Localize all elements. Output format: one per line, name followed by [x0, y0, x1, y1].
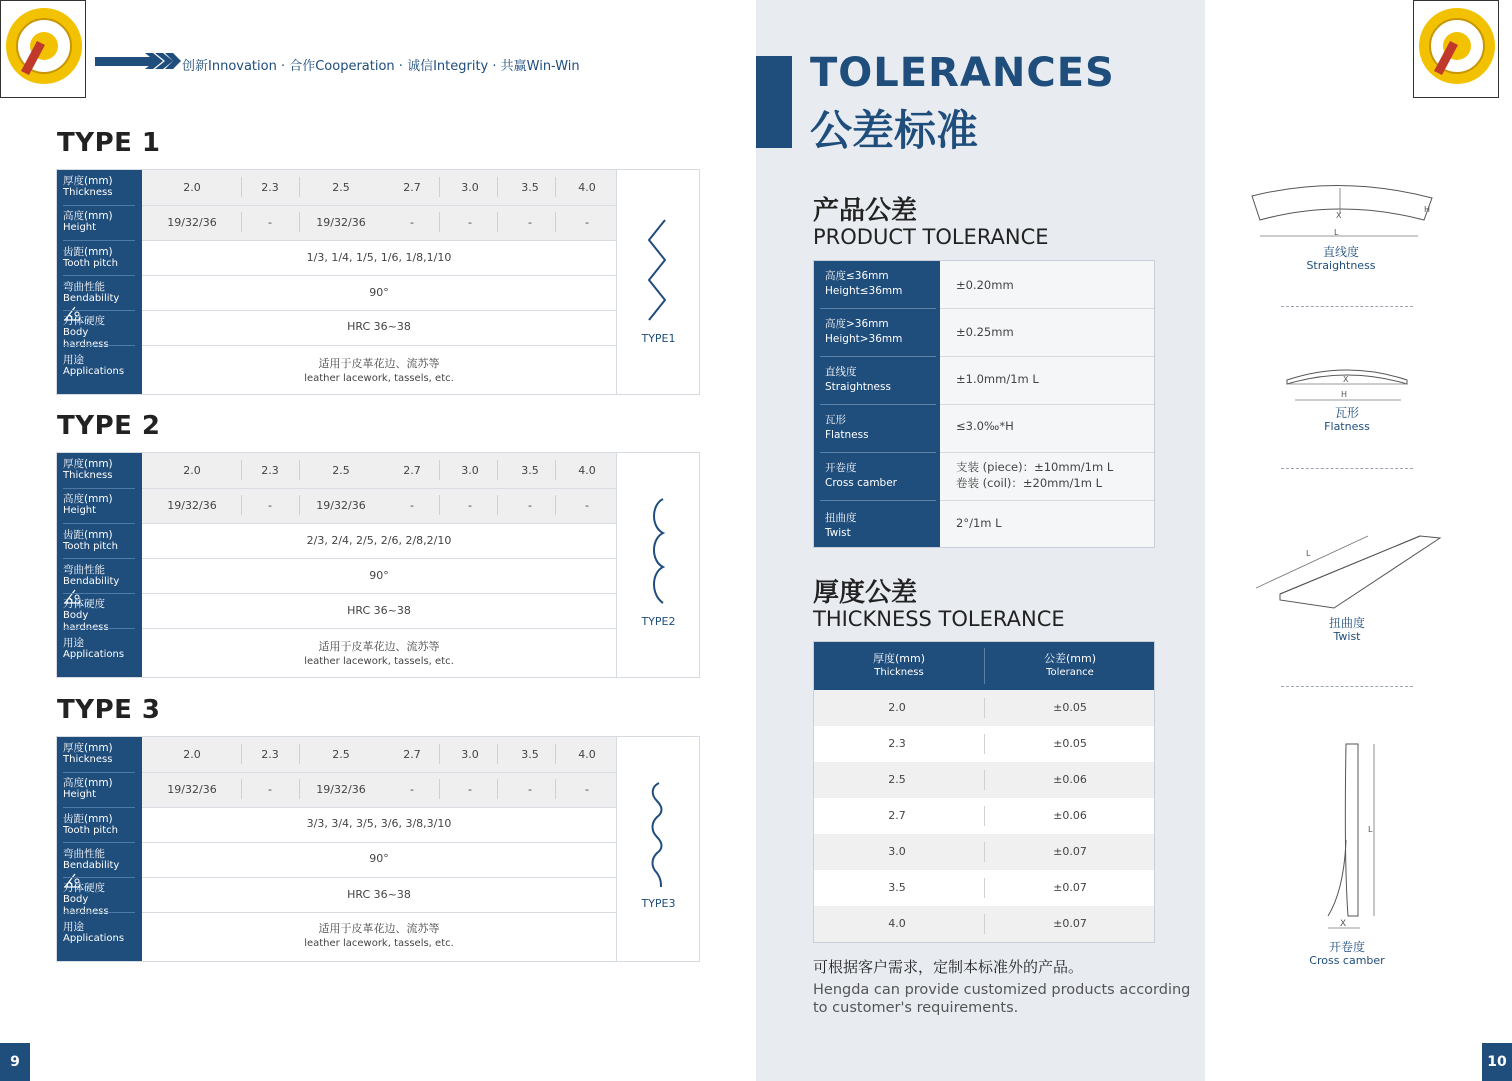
page-number-right: 10	[1482, 1043, 1512, 1081]
pt-value: ±0.25mm	[956, 325, 1014, 339]
svg-text:L: L	[1334, 228, 1339, 237]
tolerances-title-cn: 公差标准	[810, 106, 979, 155]
straightness-diagram	[1248, 180, 1442, 244]
table-row: 2.7 ±0.06	[814, 798, 1154, 834]
type1-title: TYPE 1	[57, 128, 161, 158]
height-cell: 19/32/36	[167, 499, 217, 512]
pt-label: 高度>36mm Height>36mm	[825, 318, 903, 345]
thickness-cell: 2.3	[261, 748, 279, 761]
pitch-value: 3/3, 3/4, 3/5, 3/6, 3/8,3/10	[306, 817, 452, 830]
flatness-diagram	[1283, 360, 1413, 406]
header-slash-icon	[145, 53, 181, 69]
table-row: 4.0 ±0.07	[814, 906, 1154, 942]
product-tolerance-table	[813, 260, 1155, 548]
thickness-cell: 2.3	[261, 181, 279, 194]
type2-spec-table	[56, 452, 700, 678]
thickness-cell: 3.5	[521, 748, 539, 761]
hardness-label: 刀体硬度 Body	[63, 882, 105, 905]
product-tolerance-title-cn: 产品公差	[813, 196, 918, 226]
height-cell: -	[585, 783, 589, 796]
thickness-tolerance-table	[813, 641, 1155, 943]
bend-label: 弯曲性能 Bendability	[63, 564, 135, 605]
thickness-cell: 2.0	[183, 464, 201, 477]
hardness-value: HRC 36~38	[347, 888, 411, 901]
height-cell: -	[410, 499, 414, 512]
type3-pic-label: TYPE3	[641, 897, 676, 910]
flatness-label: 瓦形 Flatness	[1324, 406, 1370, 433]
svg-text:H: H	[1424, 205, 1431, 214]
thickness-label: 厚度(mm) Thickness	[63, 742, 113, 765]
height-label: 高度(mm) Height	[63, 777, 113, 800]
applications-value: 适用于皮革花边、流苏等 leather lacework, tassels, etc.	[304, 922, 454, 949]
custom-note-cn: 可根据客户需求，定制本标准外的产品。	[813, 958, 1084, 976]
table-row: 2.5 ±0.06	[814, 762, 1154, 798]
height-cell: -	[268, 783, 272, 796]
thickness-tolerance-title-en: THICKNESS TOLERANCE	[813, 607, 1065, 631]
height-cell: -	[528, 216, 532, 229]
thickness-cell: 2.5	[332, 181, 350, 194]
tt-header-thickness: 厚度(mm) Thickness	[872, 652, 926, 678]
thickness-cell: 3.5	[521, 464, 539, 477]
height-cell: -	[268, 216, 272, 229]
hardness-value: HRC 36~38	[347, 320, 411, 333]
thickness-label: 厚度(mm) Thickness	[63, 175, 113, 198]
thickness-cell: 2.5	[332, 748, 350, 761]
height-cell: -	[468, 499, 472, 512]
twist-diagram	[1250, 530, 1442, 612]
applications-value: 适用于皮革花边、流苏等 leather lacework, tassels, etc.	[304, 640, 454, 667]
bend-value: 90°	[369, 286, 389, 299]
page-number-left: 9	[0, 1043, 30, 1081]
type3-title: TYPE 3	[57, 695, 161, 725]
type2-blade-profile-icon	[649, 497, 669, 607]
thickness-cell: 2.7	[403, 181, 421, 194]
pitch-label: 齿距(mm) Tooth pitch	[63, 529, 118, 552]
thickness-cell: 2.3	[261, 464, 279, 477]
hardness-label: 刀体硬度 Body	[63, 598, 105, 621]
pt-label: 高度≤36mm Height≤36mm	[825, 270, 903, 297]
pt-value: 支装 (piece)：±10mm/1m L 卷装 (coil)：±20mm/1m L	[956, 460, 1114, 490]
thickness-cell: 2.7	[403, 748, 421, 761]
height-cell: -	[268, 499, 272, 512]
twist-label: 扭曲度 Twist	[1328, 616, 1366, 643]
thickness-cell: 2.7	[403, 464, 421, 477]
product-tolerance-title-en: PRODUCT TOLERANCE	[813, 225, 1049, 249]
svg-text:H: H	[1341, 390, 1348, 399]
title-accent-block	[756, 56, 792, 148]
height-cell: -	[410, 783, 414, 796]
pitch-value: 1/3, 1/4, 1/5, 1/6, 1/8,1/10	[306, 251, 452, 264]
svg-text:X: X	[1343, 375, 1349, 384]
thickness-label: 厚度(mm) Thickness	[63, 458, 113, 481]
table-row: 3.0 ±0.07	[814, 834, 1154, 870]
thickness-cell: 4.0	[578, 181, 596, 194]
height-cell: 19/32/36	[316, 216, 366, 229]
type2-title: TYPE 2	[57, 411, 161, 441]
height-cell: 19/32/36	[167, 783, 217, 796]
thickness-cell: 4.0	[578, 464, 596, 477]
pt-value: ±0.20mm	[956, 278, 1014, 292]
bend-label: 弯曲性能 Bendability	[63, 281, 135, 322]
bend-label: 弯曲性能 Bendability	[63, 848, 135, 889]
pt-label: 直线度 Straightness	[825, 366, 891, 393]
pitch-label: 齿距(mm) Tooth pitch	[63, 246, 118, 269]
cross-camber-diagram	[1310, 740, 1390, 936]
thickness-tolerance-title-cn: 厚度公差	[813, 578, 918, 608]
thickness-cell: 3.5	[521, 181, 539, 194]
type1-blade-profile-icon	[645, 218, 671, 324]
type1-pic-label: TYPE1	[641, 332, 676, 345]
height-cell: -	[585, 216, 589, 229]
thickness-cell: 4.0	[578, 748, 596, 761]
watermark-stamp-right[interactable]	[1413, 0, 1499, 98]
pt-value: ±1.0mm/1m L	[956, 372, 1039, 386]
tt-header-tolerance: 公差(mm) Tolerance	[1043, 652, 1097, 678]
svg-text:L: L	[1306, 549, 1311, 558]
svg-text:X: X	[1336, 211, 1342, 220]
bend-value: 90°	[369, 569, 389, 582]
height-cell: -	[410, 216, 414, 229]
table-row: 3.5 ±0.07	[814, 870, 1154, 906]
type1-spec-table	[56, 169, 700, 395]
svg-text:L: L	[1368, 825, 1373, 834]
bend-value: 90°	[369, 852, 389, 865]
custom-note-en: Hengda can provide customized products according to customer's requirements.	[813, 982, 1191, 1016]
pitch-label: 齿距(mm) Tooth pitch	[63, 813, 118, 836]
hardness-value: HRC 36~38	[347, 604, 411, 617]
applications-label: 用途 Applications	[63, 637, 125, 660]
cross-camber-label: 开卷度 Cross camber	[1309, 940, 1385, 967]
height-label: 高度(mm) Height	[63, 493, 113, 516]
thickness-cell: 3.0	[461, 748, 479, 761]
height-cell: -	[468, 216, 472, 229]
thickness-cell: 3.0	[461, 464, 479, 477]
thickness-cell: 2.0	[183, 181, 201, 194]
height-cell: -	[528, 499, 532, 512]
thickness-cell: 2.0	[183, 748, 201, 761]
straightness-label: 直线度 Straightness	[1306, 245, 1376, 272]
height-cell: -	[468, 783, 472, 796]
type3-blade-profile-icon	[649, 781, 669, 891]
height-cell: 19/32/36	[167, 216, 217, 229]
thickness-cell: 2.5	[332, 464, 350, 477]
pt-value: 2°/1m L	[956, 516, 1002, 530]
hardness-label: 刀体硬度 Body	[63, 315, 105, 338]
pt-label: 开卷度 Cross camber	[825, 462, 897, 489]
tolerances-title: TOLERANCES	[810, 50, 1115, 96]
watermark-stamp-left[interactable]	[0, 0, 86, 98]
height-cell: -	[528, 783, 532, 796]
pt-label: 扭曲度 Twist	[825, 512, 857, 539]
header-slogan: 创新Innovation · 合作Cooperation · 诚信Integrity · 共赢Win-Win	[182, 59, 580, 74]
height-cell: -	[585, 499, 589, 512]
height-cell: 19/32/36	[316, 499, 366, 512]
table-row: 2.3 ±0.05	[814, 726, 1154, 762]
height-cell: 19/32/36	[316, 783, 366, 796]
type2-pic-label: TYPE2	[641, 615, 676, 628]
applications-label: 用途 Applications	[63, 354, 125, 377]
pt-label: 瓦形 Flatness	[825, 414, 869, 441]
table-row: 2.0 ±0.05	[814, 690, 1154, 726]
height-label: 高度(mm) Height	[63, 210, 113, 233]
applications-label: 用途 Applications	[63, 921, 125, 944]
applications-value: 适用于皮革花边、流苏等 leather lacework, tassels, etc.	[304, 357, 454, 384]
type3-spec-table	[56, 736, 700, 962]
thickness-cell: 3.0	[461, 181, 479, 194]
pt-value: ≤3.0‰*H	[956, 419, 1014, 433]
pitch-value: 2/3, 2/4, 2/5, 2/6, 2/8,2/10	[306, 534, 452, 547]
svg-text:X: X	[1340, 919, 1347, 929]
